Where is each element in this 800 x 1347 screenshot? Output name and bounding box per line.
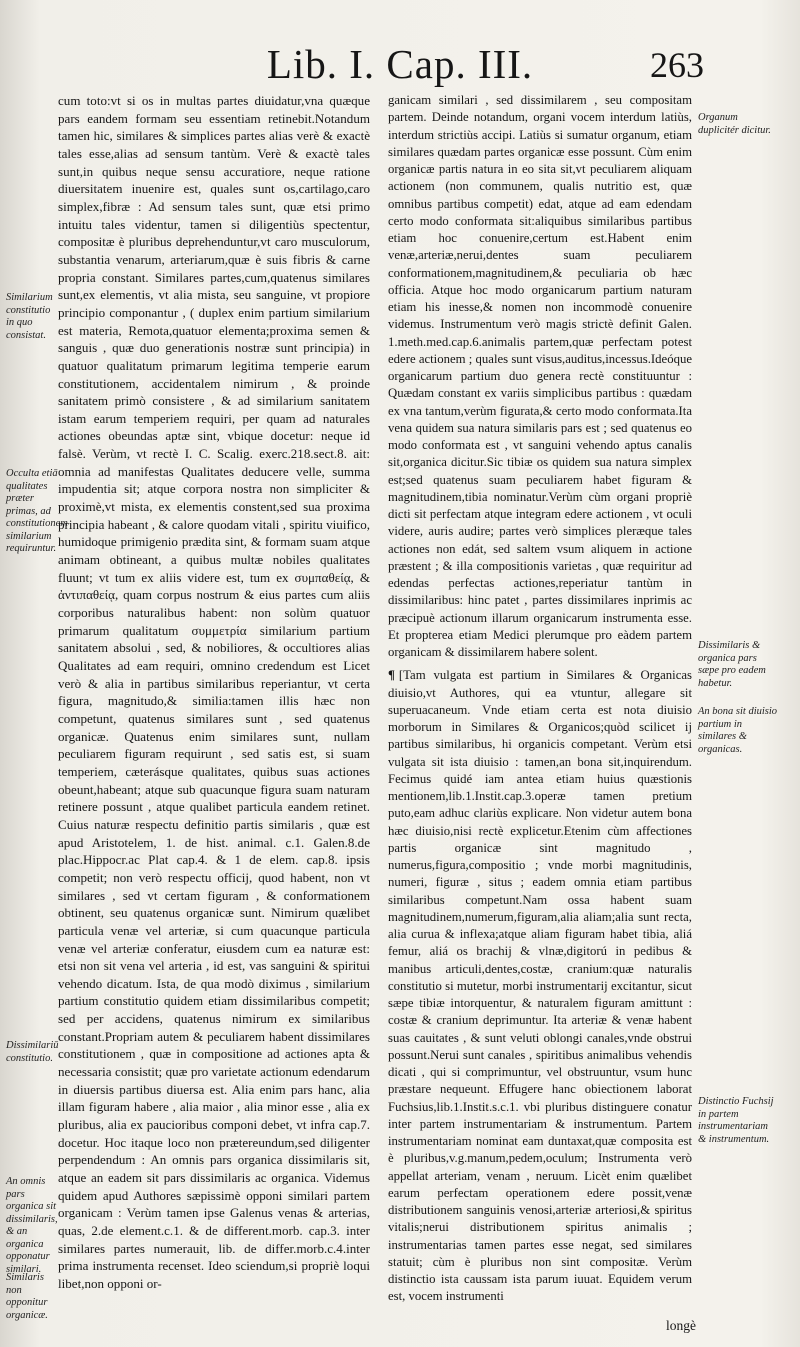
sidenote-right-3: An bona sit diuisio partium in similares & organicas. (698, 706, 778, 755)
sidenote-left-1: Similarium constitutio in quo consistat. (6, 292, 53, 341)
catchword: longè (666, 1318, 696, 1333)
sidenote-left-4: An omnis pars organica sit dissimilaris, & an organica opponatur similari. (6, 1176, 58, 1275)
body-paragraph-section (388, 667, 692, 1305)
sidenote-left-5: Similaris non opponitur organicæ. (6, 1272, 48, 1321)
page-number: 263 (650, 45, 704, 85)
sidenote-right-4: Distinctio Fuchsij in partem instrumentariam & instrumentum. (698, 1096, 774, 1145)
running-head (0, 40, 800, 90)
left-text-column (58, 92, 370, 1293)
right-text-column (388, 92, 692, 1306)
sidenote-right-2: Dissimilaris & organica pars sæpe pro eadem habetur. (698, 640, 766, 689)
body-paragraph: ganicam similari , sed dissimilarem , seu compositam partem. Deinde notandum, organi vocem interdum latiùs, interdum strictiùs accipi. Latiùs si sumatur organum, etiam similares quædam partes organicæ esse possunt. Cùm enim organicæ partis natura in eo sita sit,vt peculiarem aliquam actionem (non communem, qualis nutritio est, quæ omnibus partibus competit) edat, atque ad eam edendam certo modo conformata sit:aliquibus similaribus partibus etiam hoc conuenire,certum est.Habent enim venæ,arteriæ,nerui,dentes suam peculiarem conformationem,magnitudinem,& peculiaria ob hæc officia. Atque hoc modo organicarum partium naturam etiam his inesse,& nomen non incommodè conuenire videmus. Instrumentum verò magis strictè definit Galen. 1.meth.med.cap.6.animalis partem,quæ perfectam potest edere actionem ; quales sunt visus,auditus,incessus.Ideóque organicarum partium duo genera rectè constituuntur : Quædam constant ex variis simplicibus partibus : quædam ex vna tantum,verùm figurata,& certo modo conformata.Ita vena quidem sua natura similaris pars est ; sed quatenus eo modo conformata est , vt sanguini vehendo aptus canalis sit,organica dicitur.Sic tibiæ os quidem sua natura simplex est;sed quatenus suam peculiarem habet figuram & magnitudinem,tibia nominatur.Verùm cùm organi propriè dicti sit perfectam atque integram edere actionem , vt oculi videre, auris audire; partes verò simplices pleræque tales actiones non edát, sed saltem vsum aliquem in actione præstent ; & illa compositionis varietas , quæ requiritur ad edendas perfectas actiones,reperiatur tantùm in dissimilaribus: hinc patet , partes dissimilares inprimis ac præcipuè actionum illarum organicarum instrumenta esse. Et propterea etiam Medici plerumque pro eàdem partem organicam & dissimilarem habere solent. (388, 93, 692, 659)
chapter-heading: Lib. I. Cap. III. (266, 41, 534, 87)
sidenote-right-1: Organum duplicitér dicitur. (698, 112, 771, 136)
section-text: [Tam vulgata est partium in Similares & Organicas diuisio,vt Authores, qui ea vtuntur, allegare sit superuacaneum. Vnde etiam certa est nota diuisio morborum in Similares & Organicos;quòd scilicet ij partibus similaribus, hi organicis competant. Verùm etsi vulgata sit ista diuisio : tamen,an bona sit,inquirendum. Fecimus quidé iam antea etiam huius quæstionis mentionem,lib.1.Instit.cap.3.operæ tamen pretium puto,eam adhuc clariùs explicare. Non videtur autem bona hæc diuisio,nisi rectè explicetur.Etenim cùm affectiones partis organicæ sint magnitudo , numerus,figura,compositio ; vnde morbi magnitudinis, numeri, figuræ , situs ; eadem omnia etiam partibus similaribus competunt.Nam ossa habent suam magnitudinem,numerum,figuram,alia aliam;alia sunt recta, alia curua & inflexa;atque aliam figuram habet tibia, aliá femur, aliá os brachij & vlnæ,digitorú in pedibus & manibus articuli,dentes,costæ, cranium:quæ naturalis constitutio si mutetur, morbi instrumentarij excitantur, sicut sæpe tibiæ intorquentur, & naturalem figuram amittunt : costæ & cranium deprimuntur. Ita arteriæ & venæ habent suas cauitates , & sunt veluti oblongi canales,vnde obstrui possunt.Nerui sunt canales , spiritibus animalibus vehendis dicati , qui si comprimuntur, vel obstruuntur, vsum hunc præstare nequeunt. Effugere hanc obiectionem laborat Fuchsius,lib.1.Instit.s.c.1. vbi pluribus distinguere conatur inter partem instrumentariam & instrumentum. Partem instrumentariam nominat eam duntaxat,quæ composita est è pluribus,v.g.manum,pedem,oculum; Instrumenta verò appellat arteriam, venam , neruum. Licèt enim quælibet earum perfectam operationem edere possit,venæ distributionem sanguinis venosi,arteriæ arteriosi,& spiritus vitalis;nerui distributionem spiritus animalis ; instrumentarias tamen partes esse negat, sed similares statuit; cùm è pluribus non sint compositæ. Verùm distinctio ista caussam ista parum iuuat. Equidem verum est, vocem instrumenti (388, 668, 692, 1304)
sidenote-left-2: Occulta etiā qualitates præter primas, ad constitutionem similarium requiruntur. (6, 468, 68, 554)
pilcrow-icon: ¶ (388, 668, 395, 683)
sidenote-left-3: Dissimilariū constitutio. (6, 1040, 59, 1064)
body-paragraph: cum toto:vt si os in multas partes diuidatur,vna quæque pars eandem formam seu essentiam retinebit.Notandum tamen hic, similares & simplices partes alias verè & exactè tales esse,alias ad sensum tantùm. Verè & exactè tales sunt,in quibus neque sensu accuratiore, neque ratione diuersitatem inuenire est, quales sunt os,cartilago,caro simplex,fibræ : Ad sensum tales sunt, quæ etsi primo intuitu tales videntur, tamen si diligentiùs spectentur, compositæ è pluribus deprehenduntur,vt caro musculorum, substantia venarum, arteriarum,quæ è suis fibris & carne propria constant. Similares partes,cum,quatenus similares sunt,ex elementis, vt alia mista, seu sanguine, vt propiore principio componantur , ( duplex enim partium similarium est materia, Remota,quatuor elementa;proxima semen & sanguis , quæ duo generationis nostræ sunt principia) in quatuor qualitatum primarum legitima temperie earum constitutionem, accidentalem nimirum , & proinde sanitatem primò consistere , & ad similarium sanitatem istam earum temperiem requiri, per quam ad naturales actiones obeundas aptæ sint, vbique docetur: neque id falsè. Verùm, vt rectè I. C. Scalig. exerc.218.sect.8. ait: omnia ad manifestas Qualitates deducere velle, summa impudentia sit; atque corpora nostra non simpliciter & proximè,vt mista, ex elementis constent,sed sua proxima principia habeant , & calore quodam vitali , spiritu viuifico, humidoque primigenio prædita sint, & formam suam atque animam obtineant, a quibus multæ nobiles qualitates fluunt; vt tum ex aliis videre est, tum ex συμπαθείᾳ, & ἀντιπαθείᾳ, quam corpus nostrum & eius partes cum aliis corporibus naturalibus habent: non solùm quatuor primarum qualitatum συμμετρία similarium partium sanitatem absolui , sed, & nobiliores, & occultiores alias Qualitates ad eam requiri, omnino credendum est Licet verò & alia in partibus similaribus reperiantur, vt certa figura, magnitudo,& similia:tamen illis hæc non competunt, quatenus similares sunt , sed quatenus organicæ. Quatenus enim similares sunt, nullam peculiarem figuram requirunt , sed satis est, si suam temperiem, cæterásque qualitates, quibus suas actiones obeunt,habeant; atque sub quacunque figura suam naturam retinere possunt , atque qualibet particula eandem retinet. Cuius naturæ respectu definitio partis similaris , quæ est apud Aristotelem, 1. de hist. animal. c.1. Galen.8.de plac.Hippocr.ac Plat cap.4. & 1 de elem. cap.8. ipsis competit; non verò respectu officij, quod habent, non vt similares , sed vt certam figuram , & conformationem obtinent, seu quatenus organicæ sunt. Nimirum quælibet particula venæ vel arteriæ, si cum quacunque particula venæ vel arteriæ conferatur, eiusdem cum ea naturæ est: etsi non sit vena vel arteria , id est, vas sanguini & spiritui vehendo dicatum. Ista, de qua modò diximus , similarium partium constitutio quidem etiam dissimilaribus competit; sed per accidens, quatenus nimirum ex similaribus constant.Propriam autem & peculiarem habent dissimilares constitutionem , quæ in compositione ad actiones apta & necessaria consistit; quæ pro varietate actionum edendarum in diuersis partibus diuersa est. Alia enim pars hanc, alia illam figuram habere , alia maior , alia minor esse , alia ex pluribus, alia ex paucioribus componi debet, vt infra cap.7. docetur. Hoc itaque loco non prætereundum,sed diligenter perpendendum : An omnis pars organica dissimilaris sit, atque an eadem sit pars dissimilaris ac organica. Videmus quidem apud Authores sæpissimè opponi similari partem organicam : Verùm tamen ipse Galenus venas & arterias, quas, 2.de element.c.1. & de different.morb. cap.3. inter similares partes numerauit, lib. de differ.morb.c.4.inter prima instrumenta recenset. Ideo sciendum,si propriè loqui libet,non opponi or- (58, 93, 370, 1291)
